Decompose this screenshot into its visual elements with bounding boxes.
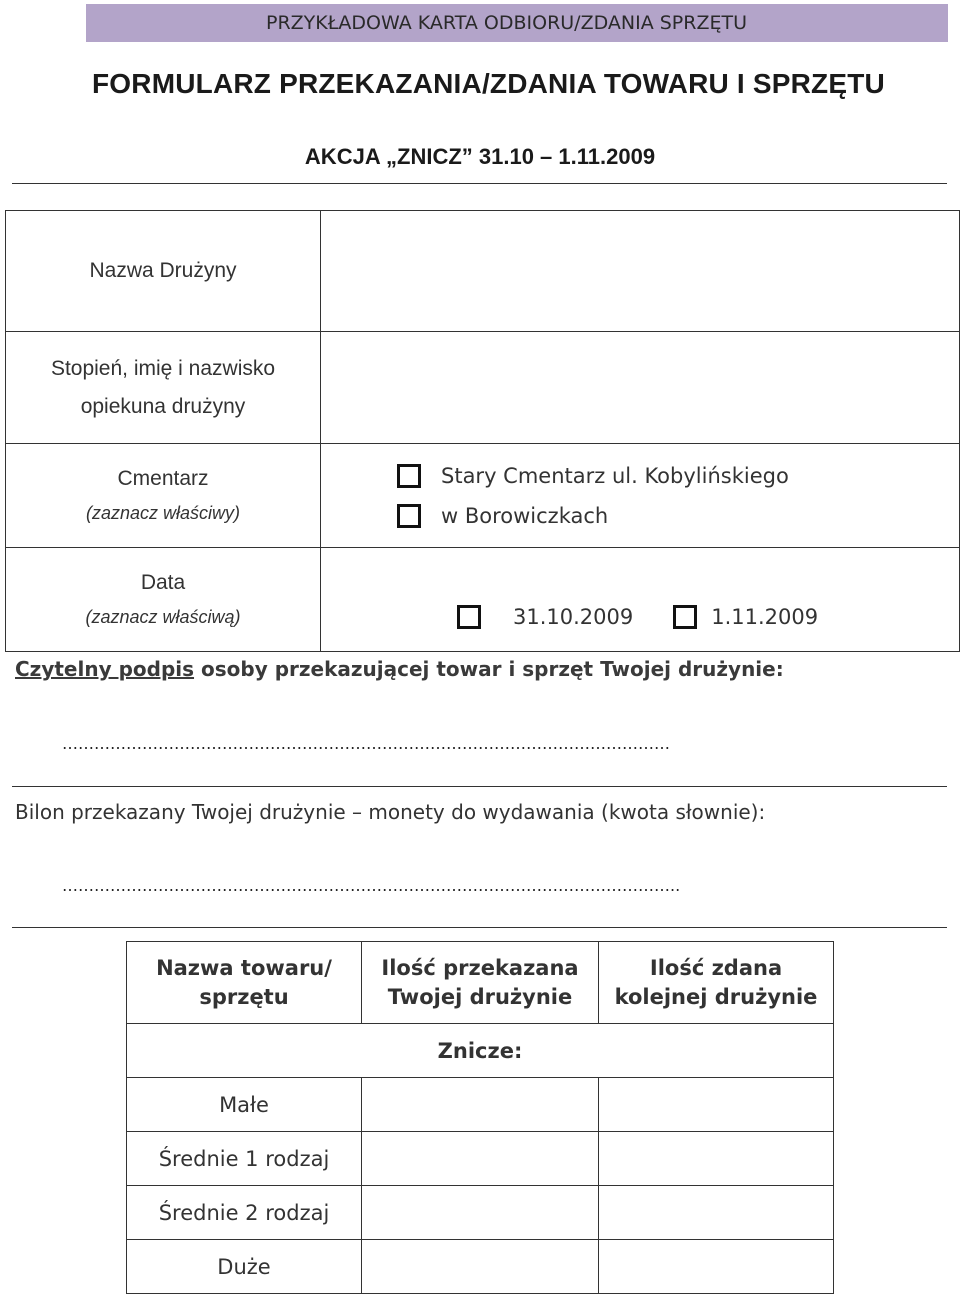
checkbox-icon[interactable] (397, 464, 421, 488)
leader-label-line1: Stopień, imię i nazwisko (50, 356, 276, 380)
section-row (127, 1024, 834, 1078)
header-qty-returned (599, 942, 834, 1024)
cemetery-row (6, 444, 960, 548)
qty-given-cell[interactable] (362, 1132, 599, 1186)
header-qty-given-line2: Twojej drużynie (387, 984, 573, 1009)
header-qty-given (362, 942, 599, 1024)
qty-given-cell[interactable] (362, 1078, 599, 1132)
form-title: FORMULARZ PRZEKAZANIA/ZDANIA TOWARU I SPRZĘTU (92, 68, 885, 99)
table-row (127, 1078, 834, 1132)
item-name: Duże (127, 1240, 362, 1294)
checkbox-icon[interactable] (673, 605, 697, 629)
date-option-1-label: 31.10.2009 (513, 604, 634, 629)
leader-row (6, 332, 960, 444)
date-option-2-label: 1.11.2009 (711, 604, 819, 629)
signature-underlined: Czytelny podpis (15, 657, 195, 681)
divider (12, 786, 947, 787)
divider (12, 927, 947, 928)
signature-dotted-line[interactable]: …………………………………………………………………………………………………… (62, 734, 670, 753)
header-qty-returned-line2: kolejnej drużynie (614, 984, 818, 1009)
qty-returned-cell[interactable] (599, 1186, 834, 1240)
header-goods-name (127, 942, 362, 1024)
team-name-label: Nazwa Drużyny (6, 211, 321, 332)
date-hint: (zaznacz właściwą) (85, 607, 241, 627)
cemetery-option-2[interactable] (397, 504, 959, 528)
item-name: Średnie 2 rodzaj (127, 1186, 362, 1240)
checkbox-icon[interactable] (397, 504, 421, 528)
team-name-row (6, 211, 960, 332)
date-row (6, 548, 960, 652)
signature-label (15, 657, 784, 681)
table-row (127, 1186, 834, 1240)
leader-field[interactable] (321, 332, 960, 444)
signature-rest: osoby przekazującej towar i sprzęt Twojej drużynie: (194, 657, 784, 681)
cemetery-option-1-label: Stary Cmentarz ul. Kobylińskiego (441, 463, 789, 488)
cemetery-option-2-label: w Borowiczkach (441, 503, 609, 528)
qty-given-cell[interactable] (362, 1240, 599, 1294)
date-label (6, 548, 321, 652)
date-options-line (457, 605, 959, 629)
goods-table (126, 941, 834, 1294)
cemetery-label-text: Cmentarz (117, 467, 209, 490)
checkbox-icon[interactable] (457, 605, 481, 629)
qty-returned-cell[interactable] (599, 1078, 834, 1132)
team-name-field[interactable] (321, 211, 960, 332)
cemetery-option-1[interactable] (397, 464, 959, 488)
header-goods-name-line2: sprzętu (199, 984, 289, 1009)
header-qty-given-line1: Ilość przekazana (381, 955, 579, 980)
cemetery-label (6, 444, 321, 548)
form-subtitle: AKCJA „ZNICZ” 31.10 – 1.11.2009 (304, 144, 656, 169)
date-options (321, 548, 960, 652)
page-banner: PRZYKŁADOWA KARTA ODBIORU/ZDANIA SPRZĘTU (86, 4, 948, 42)
info-table (5, 210, 960, 652)
header-goods-name-line1: Nazwa towaru/ (156, 955, 332, 980)
item-name: Małe (127, 1078, 362, 1132)
goods-header-row (127, 942, 834, 1024)
leader-label (6, 332, 321, 444)
table-row (127, 1132, 834, 1186)
date-label-text: Data (140, 571, 186, 594)
header-qty-returned-line1: Ilość zdana (649, 955, 783, 980)
divider (12, 183, 947, 184)
section-label: Znicze: (127, 1024, 834, 1078)
bilon-dotted-line[interactable]: …………………………………………………………………………………………………….. (62, 876, 681, 895)
table-row (127, 1240, 834, 1294)
qty-given-cell[interactable] (362, 1186, 599, 1240)
cemetery-hint: (zaznacz właściwy) (85, 503, 241, 523)
qty-returned-cell[interactable] (599, 1240, 834, 1294)
qty-returned-cell[interactable] (599, 1132, 834, 1186)
bilon-label: Bilon przekazany Twojej drużynie – monety do wydawania (kwota słownie): (15, 800, 766, 824)
leader-label-line2: opiekuna drużyny (80, 394, 246, 418)
cemetery-options (321, 444, 960, 548)
item-name: Średnie 1 rodzaj (127, 1132, 362, 1186)
